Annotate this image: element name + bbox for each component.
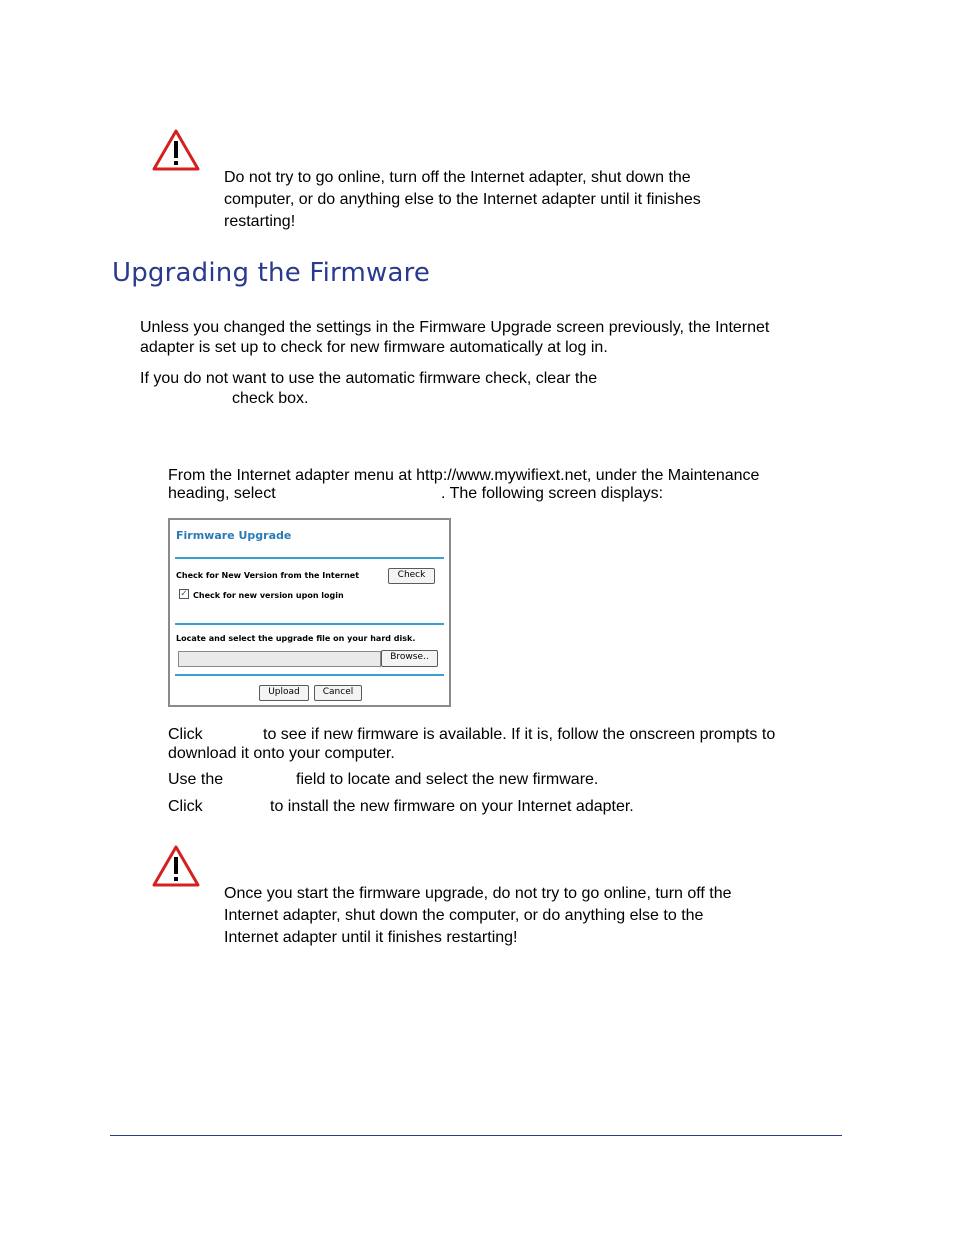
- warning-icon: [151, 844, 201, 893]
- divider: [175, 674, 444, 676]
- step2-line1b: to see if new firmware is available. If it is, follow the onscreen prompts to: [263, 726, 776, 743]
- upload-button[interactable]: Upload: [259, 685, 309, 701]
- warning2-text-line2: Internet adapter, shut down the computer, or do anything else to the: [224, 907, 704, 924]
- warning-triangle-icon: [151, 844, 201, 888]
- step1-line1: From the Internet adapter menu at http://www.mywifiext.net, under the Maintenance: [168, 467, 760, 484]
- divider: [175, 623, 444, 625]
- footer-divider: [110, 1135, 842, 1136]
- warning-text-line2: computer, or do anything else to the Internet adapter until it finishes: [224, 191, 701, 208]
- divider: [175, 557, 444, 559]
- step2-line2: download it onto your computer.: [168, 745, 395, 762]
- warning2-text-line3: Internet adapter until it finishes restarting!: [224, 929, 518, 946]
- section-heading: Upgrading the Firmware: [112, 258, 431, 288]
- optout-line1: If you do not want to use the automatic firmware check, clear the: [140, 370, 598, 387]
- warning-icon: [151, 128, 201, 177]
- auto-check-checkbox[interactable]: ✓: [180, 589, 188, 599]
- panel-title: Firmware Upgrade: [176, 529, 292, 542]
- warning-triangle-icon: [151, 128, 201, 172]
- intro-line2: adapter is set up to check for new firmware automatically at log in.: [140, 339, 608, 356]
- step4a: Click: [168, 798, 203, 815]
- intro-line1: Unless you changed the settings in the Firmware Upgrade screen previously, the Internet: [140, 319, 770, 336]
- file-path-input[interactable]: [178, 651, 381, 667]
- check-button[interactable]: Check: [388, 568, 435, 584]
- step3a: Use the: [168, 771, 224, 788]
- warning2-text-line1: Once you start the firmware upgrade, do not try to go online, turn off the: [224, 885, 732, 902]
- check-internet-label: Check for New Version from the Internet: [176, 571, 360, 580]
- step4b: to install the new firmware on your Internet adapter.: [270, 798, 634, 815]
- step1-line2b: . The following screen displays:: [441, 485, 664, 502]
- auto-check-label: Check for new version upon login: [193, 591, 344, 600]
- step1-line2a: heading, select: [168, 485, 276, 502]
- cancel-button[interactable]: Cancel: [314, 685, 362, 701]
- step2-line1a: Click: [168, 726, 203, 743]
- optout-line2: check box.: [232, 390, 309, 407]
- firmware-upgrade-panel: [168, 518, 451, 707]
- browse-button[interactable]: Browse..: [381, 650, 438, 667]
- locate-file-label: Locate and select the upgrade file on your hard disk.: [176, 634, 416, 643]
- warning-text-line3: restarting!: [224, 213, 296, 230]
- step3b: field to locate and select the new firmware.: [296, 771, 599, 788]
- warning-text-line1: Do not try to go online, turn off the Internet adapter, shut down the: [224, 169, 691, 186]
